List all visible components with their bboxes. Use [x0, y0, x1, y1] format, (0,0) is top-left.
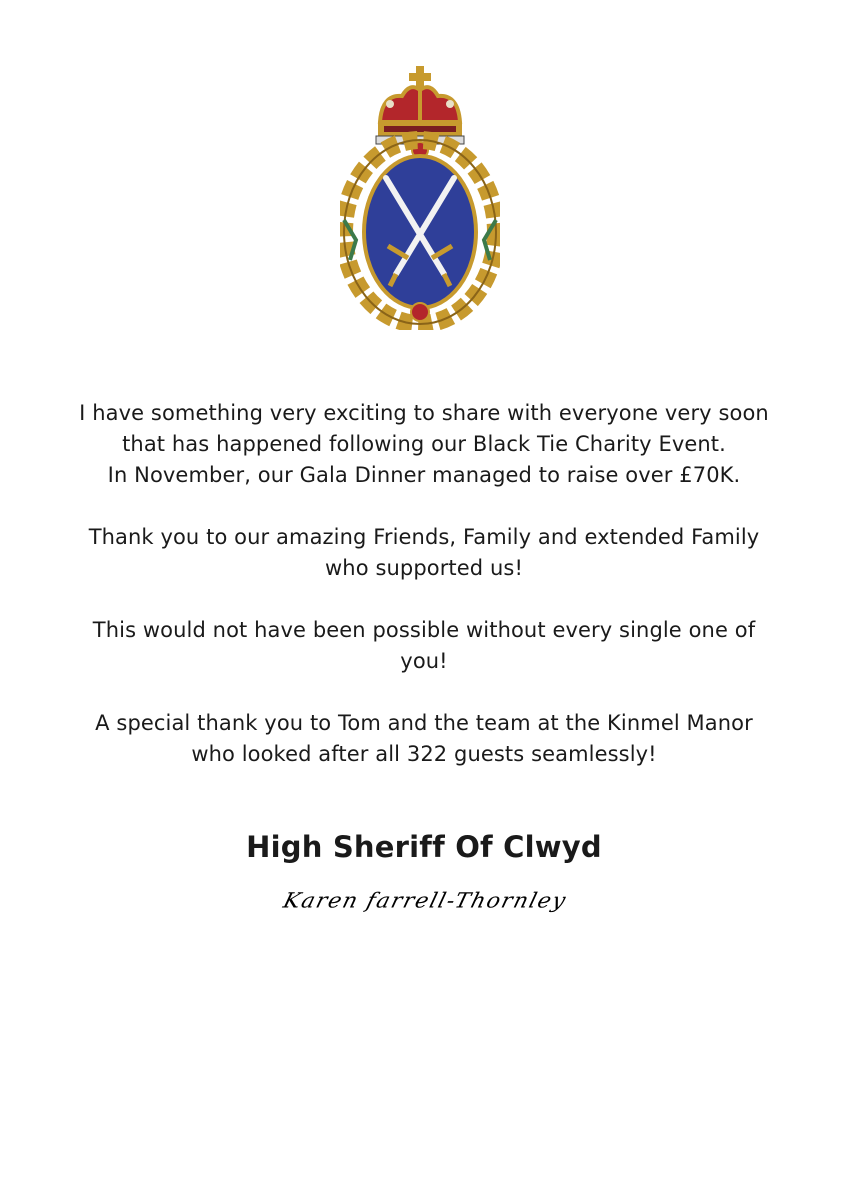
body-line: This would not have been possible without every single one of	[92, 618, 756, 642]
signoff-title: High Sheriff Of Clwyd	[246, 830, 602, 864]
paragraph-gratitude	[0, 615, 848, 677]
letter-body	[0, 398, 848, 801]
body-line: that has happened following our Black Tie Charity Event.	[122, 432, 726, 456]
paragraph-venue-thanks	[0, 708, 848, 770]
body-line: A special thank you to Tom and the team at the Kinmel Manor	[95, 711, 753, 735]
signature	[280, 875, 570, 935]
body-line: you!	[400, 649, 448, 673]
paragraph-thanks	[0, 522, 848, 584]
body-line: who supported us!	[325, 556, 523, 580]
paragraph-announcement	[0, 398, 848, 491]
high-sheriff-crest-icon	[340, 60, 500, 330]
body-line: who looked after all 322 guests seamlessly!	[191, 742, 657, 766]
body-line: I have something very exciting to share with everyone very soon	[79, 401, 769, 425]
body-line: In November, our Gala Dinner managed to raise over £70K.	[107, 463, 741, 487]
body-line: Thank you to our amazing Friends, Family and extended Family	[88, 525, 760, 549]
signature-text: Karen farrell-Thornley	[280, 889, 570, 914]
